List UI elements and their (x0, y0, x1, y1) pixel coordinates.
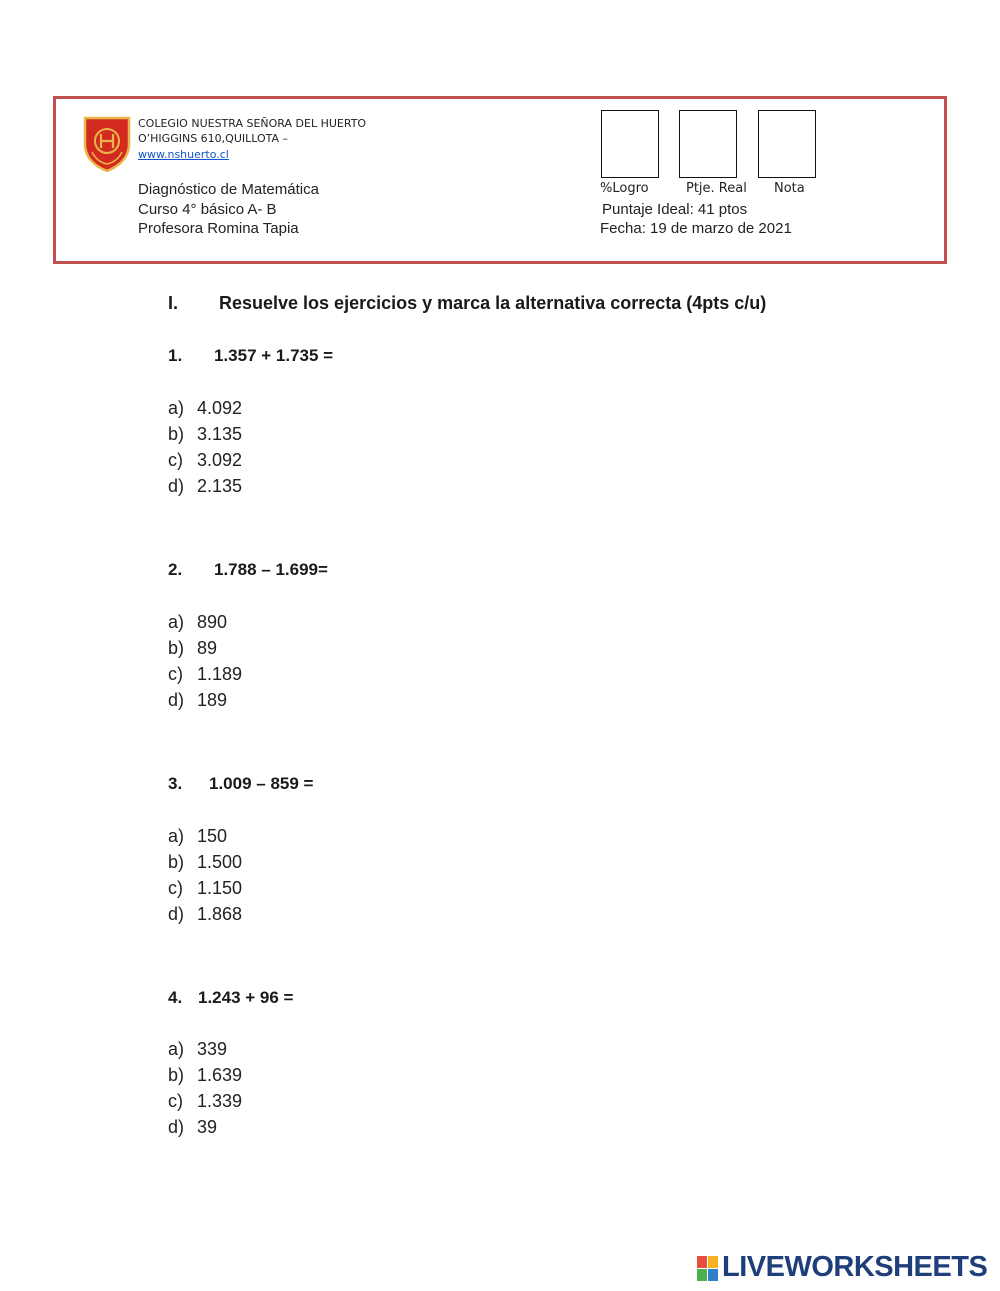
date-line: Fecha: 19 de marzo de 2021 (600, 220, 792, 237)
question-3-number: 3. (168, 774, 183, 793)
school-name: COLEGIO NUESTRA SEÑORA DEL HUERTO (138, 117, 367, 130)
option-value: 89 (197, 638, 218, 658)
question-4-option-c[interactable] (168, 1090, 242, 1112)
option-value: 3.135 (197, 424, 243, 444)
question-1-option-d[interactable] (168, 475, 242, 497)
option-value: 4.092 (197, 398, 243, 418)
ptje-real-box[interactable] (679, 110, 737, 178)
option-value: 3.092 (197, 450, 243, 470)
option-letter: a) (168, 612, 185, 632)
option-value: 890 (197, 612, 228, 632)
option-letter: d) (168, 690, 185, 710)
option-letter: a) (168, 826, 185, 846)
question-1-option-c[interactable] (168, 449, 242, 471)
option-value: 1.150 (197, 878, 243, 898)
school-website-link[interactable]: www.nshuerto.cl (138, 148, 229, 161)
option-letter: c) (168, 878, 183, 898)
question-4-text: 1.243 + 96 = (198, 988, 294, 1007)
option-value: 39 (197, 1117, 218, 1137)
option-value: 1.189 (197, 664, 243, 684)
question-1-option-a[interactable] (168, 397, 242, 419)
option-value: 150 (197, 826, 228, 846)
option-letter: b) (168, 638, 185, 658)
question-3-option-b[interactable] (168, 851, 242, 873)
option-value: 189 (197, 690, 228, 710)
option-letter: d) (168, 476, 185, 496)
question-2-option-c[interactable] (168, 663, 242, 685)
option-value: 339 (197, 1039, 228, 1059)
nota-label: Nota (774, 181, 805, 196)
logro-box[interactable] (601, 110, 659, 178)
subject-line: Diagnóstico de Matemática (138, 181, 319, 198)
nota-box[interactable] (758, 110, 816, 178)
course-line: Curso 4° básico A- B (138, 201, 277, 218)
question-2-option-b[interactable] (168, 637, 217, 659)
question-4-option-d[interactable] (168, 1116, 217, 1138)
question-2-number: 2. (168, 560, 183, 579)
question-2-option-a[interactable] (168, 611, 227, 633)
option-letter: d) (168, 1117, 185, 1137)
option-letter: c) (168, 1091, 183, 1111)
option-value: 1.639 (197, 1065, 243, 1085)
question-3-text: 1.009 – 859 = (209, 774, 314, 793)
ptje-real-label: Ptje. Real (686, 181, 747, 196)
question-1-text: 1.357 + 1.735 = (214, 346, 334, 365)
option-letter: b) (168, 852, 185, 872)
option-letter: a) (168, 1039, 185, 1059)
question-3-option-c[interactable] (168, 877, 242, 899)
teacher-line: Profesora Romina Tapia (138, 220, 299, 237)
question-1-option-b[interactable] (168, 423, 242, 445)
school-address: O’HIGGINS 610,QUILLOTA – (138, 132, 289, 145)
option-letter: b) (168, 1065, 185, 1085)
question-3-option-a[interactable] (168, 825, 227, 847)
question-4-option-b[interactable] (168, 1064, 242, 1086)
school-crest-logo (82, 114, 132, 172)
option-letter: d) (168, 904, 185, 924)
option-value: 1.868 (197, 904, 243, 924)
question-4-number: 4. (168, 988, 183, 1007)
liveworksheets-icon (697, 1256, 719, 1282)
question-3-option-d[interactable] (168, 903, 242, 925)
ideal-score-line: Puntaje Ideal: 41 ptos (602, 201, 748, 218)
section-title: Resuelve los ejercicios y marca la alternativa correcta (4pts c/u) (219, 293, 767, 313)
option-letter: b) (168, 424, 185, 444)
logro-label: %Logro (600, 181, 649, 196)
option-letter: a) (168, 398, 185, 418)
option-value: 2.135 (197, 476, 243, 496)
option-value: 1.500 (197, 852, 243, 872)
question-1-number: 1. (168, 346, 183, 365)
option-letter: c) (168, 450, 183, 470)
question-2-option-d[interactable] (168, 689, 227, 711)
section-number: I. (168, 293, 179, 313)
question-2-text: 1.788 – 1.699= (214, 560, 328, 579)
question-4-option-a[interactable] (168, 1038, 227, 1060)
liveworksheets-brand: LIVEWORKSHEETS (722, 1251, 988, 1283)
option-letter: c) (168, 664, 183, 684)
option-value: 1.339 (197, 1091, 243, 1111)
